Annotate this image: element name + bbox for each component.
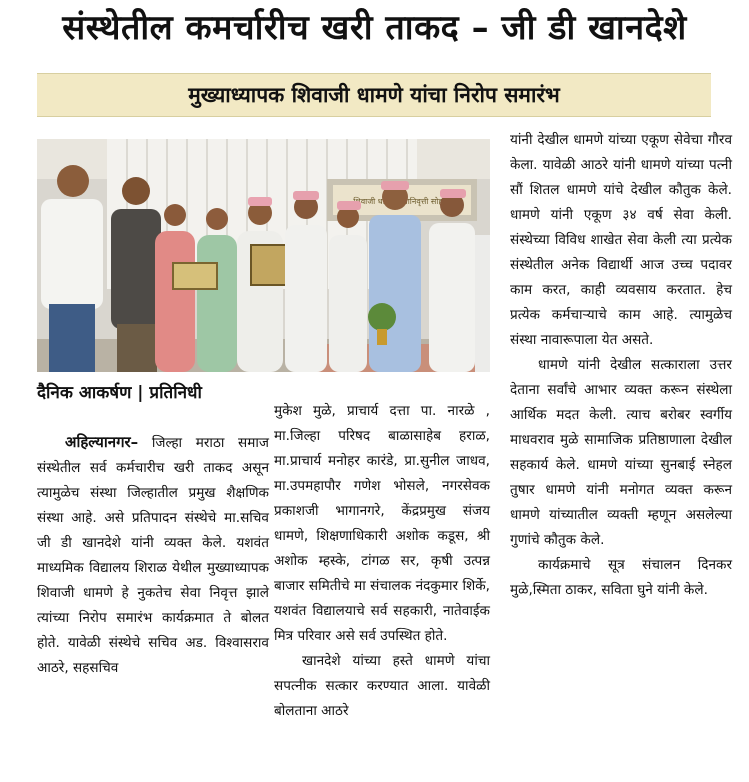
- headline: संस्थेतील कमर्चारीच खरी ताकद – जी डी खानदेशे: [62, 8, 687, 48]
- article-paragraph: कार्यक्रमाचे सूत्र संचालन दिनकर मुळे,स्मिता ठाकर, सविता घुने यांनी केले.: [510, 557, 732, 598]
- article-column-3: [510, 128, 732, 603]
- article-paragraph: मुकेश मुळे, प्राचार्य दत्ता पा. नारळे , मा.जिल्हा परिषद बाळासाहेब हराळ, मा.प्राचार्य मनोहर कारंडे, प्रा.सुनील जाधव, मा.उपमहापौर गणेश भोसले, नगरसेवक प्रकाशजी भागानगरे, केंद्रप्रमुख संजय धामणे, शिक्षणाधिकारी अशोक कडूस, श्री अशोक म्हस्के, टांगळ सर, कृषी उत्पन्न बाजार समितीचे मा संचालक नंदकुमार शिर्के, यशवंत विद्यालयाचे सर्व सहकारी, नातेवाईक मित्र परिवार असे सर्व उपस्थित होते.: [274, 403, 490, 644]
- article-column-2: [274, 399, 490, 724]
- article-paragraph: खानदेशे यांच्या हस्ते धामणे यांचा सपत्नीक सत्कार करण्यात आला. यावेळी बोलताना आठरे: [274, 653, 490, 719]
- article-paragraph: यांनी देखील धामणे यांच्या एकूण सेवेचा गौरव केला. यावेळी आठरे यांनी धामणे यांच्या पत्नी सौं शितल धामणे यांचे देखील कौतुक केले. धामणे यांनी एकूण ३४ वर्ष सेवा केली. संस्थेच्या विविध शाखेत सेवा केली त्या प्रत्येक संस्थेतील अनेक विद्यार्थी आज उच्च पदावर काम करत, काही व्यवसाय करतात. हेच प्रत्येक कर्मचाऱ्याचे काम आहे. त्यामुळेच संस्था नावारूपाला येत असते.: [510, 132, 732, 348]
- article-column-1: [37, 430, 269, 681]
- news-photo: [37, 139, 490, 372]
- subheadline: मुख्याध्यापक शिवाजी धामणे यांचा निरोप समारंभ: [188, 83, 560, 107]
- lead-place: अहिल्यानगर–: [65, 433, 139, 451]
- article-paragraph: धामणे यांनी देखील सत्काराला उत्तर देताना सर्वांचे आभार व्यक्त करून संस्थेला आर्थिक मदत केली. त्याच बरोबर स्वर्गीय माधवराव मुळे सामाजिक प्रतिष्ठाणाला देखील सहकार्य केले. धामणे यांच्या सुनबाई स्नेहल तुषार धामणे यांनी मनोगत व्यक्त करून धामणे यांच्यातील व्यक्ती म्हणून असलेल्या गुणांचे कौतुक केले.: [510, 357, 732, 548]
- dateline: दैनिक आकर्षण | प्रतिनिधी: [37, 383, 202, 403]
- article-paragraph: [37, 430, 269, 681]
- photo-banner-text: शिवाजी सेवानिवृत्ती: [353, 197, 429, 206]
- paragraph-text: जिल्हा मराठा समाज संस्थेतील सर्व कर्मचारीच खरी ताकद असून त्यामुळेच संस्था जिल्हातील प्रमुख शैक्षणिक संस्था आहे. असे प्रतिपादन संस्थेचे मा.सचिव जी डी खानदेशे यांनी व्यक्त केले. यशवंत माध्यमिक विद्यालय शिराळ येथील मुख्याध्यापक शिवाजी धामणे हे नुकतेच सेवा निवृत्त झाले त्यांच्या निरोप समारंभ कार्यक्रमात ते बोलत होते. यावेळी संस्थेचे सचिव अड. विश्वासराव आठरे, सहसचिव: [37, 435, 269, 676]
- subheadline-banner: [37, 73, 711, 117]
- photo-image: [37, 139, 490, 372]
